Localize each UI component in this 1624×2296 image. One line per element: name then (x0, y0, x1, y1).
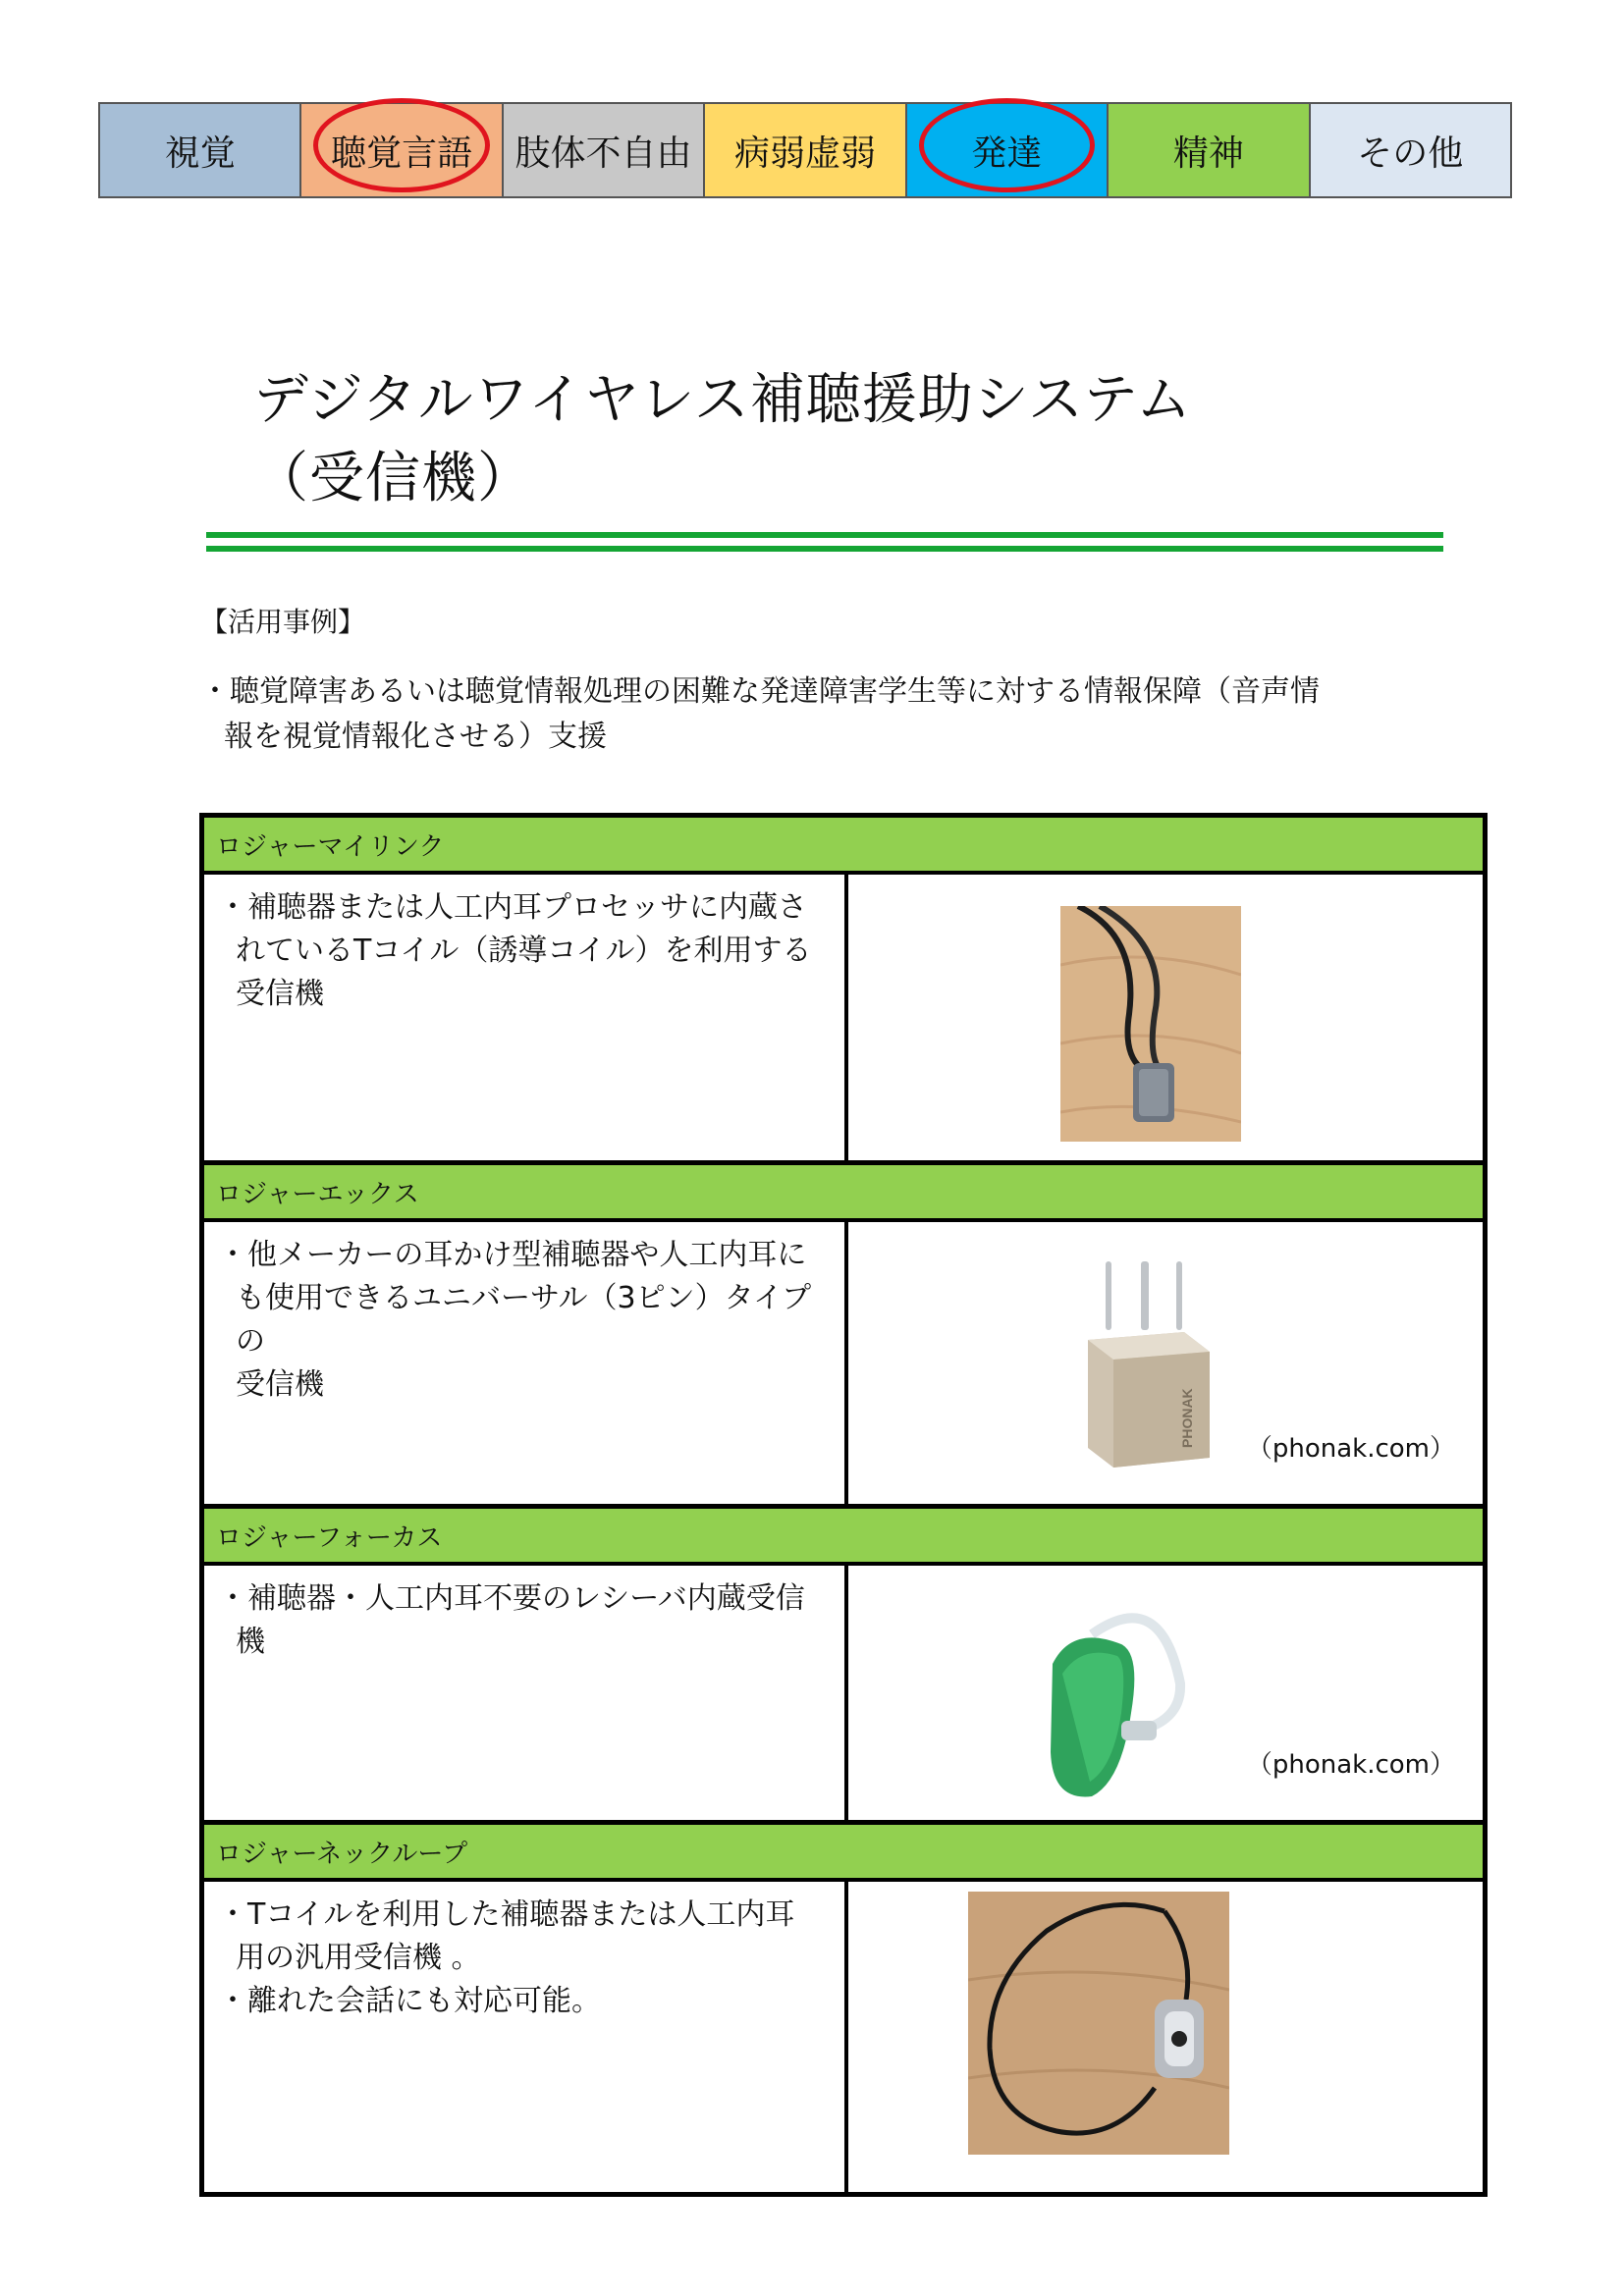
neck-loop-receiver-photo (1060, 906, 1241, 1142)
description-line: れているTコイル（誘導コイル）を利用する (236, 934, 812, 968)
title-line1: デジタルワイヤレス補聴援助システム (253, 368, 1193, 432)
category-label: その他 (1357, 133, 1464, 174)
product-row (204, 1566, 1483, 1825)
image-credit: （phonak.com） (1246, 1750, 1455, 1780)
product-description (204, 1222, 848, 1504)
usage-line1: ・聴覚障害あるいは聴覚情報処理の困難な発達障害学生等に対する情報保障（音声情 (200, 674, 1320, 709)
product-name: ロジャーネックループ (216, 1839, 468, 1869)
product-image-cell (848, 1882, 1483, 2192)
product-image-cell (848, 1222, 1483, 1504)
product-description (204, 1566, 848, 1820)
product-header (204, 1509, 1483, 1566)
product-row (204, 875, 1483, 1165)
category-other[interactable] (1311, 104, 1510, 196)
category-mental[interactable] (1109, 104, 1310, 196)
description-line: 用の汎用受信機 。 (236, 1941, 481, 1975)
category-label: 病弱虚弱 (733, 133, 876, 174)
product-header (204, 818, 1483, 875)
product-header (204, 1825, 1483, 1882)
product-row (204, 1222, 1483, 1509)
description-line: ・補聴器または人工内耳プロセッサに内蔵さ (218, 890, 807, 925)
product-name: ロジャーマイリンク (216, 831, 445, 862)
title-rule-bottom (206, 546, 1443, 552)
description-line: ・離れた会話にも対応可能。 (218, 1984, 601, 2018)
description-line: ・他メーカーの耳かけ型補聴器や人工内耳に (218, 1238, 807, 1272)
behind-ear-receiver-photo (1033, 1595, 1190, 1811)
product-header (204, 1165, 1483, 1222)
brand-lettering: PHONAK (1179, 1388, 1195, 1448)
three-pin-receiver-photo (1066, 1261, 1223, 1477)
category-label: 視覚 (164, 133, 236, 174)
category-illness[interactable] (705, 104, 906, 196)
category-visual[interactable] (100, 104, 301, 196)
product-name: ロジャーフォーカス (216, 1522, 443, 1553)
category-label: 発達 (971, 133, 1043, 174)
category-label: 肢体不自由 (514, 133, 692, 174)
product-row (204, 1882, 1483, 2192)
description-line: ・補聴器・人工内耳不要のレシーバ内蔵受信 (218, 1581, 805, 1616)
product-image-cell (848, 875, 1483, 1160)
description-line: も使用できるユニバーサル（3ピン）タイプの (236, 1281, 812, 1359)
description-line: ・Tコイルを利用した補聴器または人工内耳 (218, 1897, 795, 1932)
neckloop-photo (968, 1892, 1229, 2155)
usage-line2: 報を視覚情報化させる）支援 (224, 720, 607, 754)
page-title (253, 361, 1192, 518)
category-developmental[interactable] (907, 104, 1109, 196)
category-label: 精神 (1172, 133, 1244, 174)
product-description (204, 875, 848, 1160)
category-hearing-language[interactable] (301, 104, 503, 196)
usage-description (200, 669, 1418, 760)
category-bar (98, 102, 1512, 198)
description-line: 受信機 (236, 1367, 324, 1402)
category-label: 聴覚言語 (331, 133, 473, 174)
product-name: ロジャーエックス (216, 1179, 419, 1209)
title-rule-top (206, 532, 1443, 538)
product-description (204, 1882, 848, 2192)
product-image-cell (848, 1566, 1483, 1820)
product-table (199, 813, 1488, 2197)
usage-heading: 【活用事例】 (200, 606, 366, 638)
image-credit: （phonak.com） (1246, 1434, 1455, 1464)
title-line2: （受信機） (253, 447, 533, 510)
description-line: 機 (236, 1625, 265, 1659)
description-line: 受信機 (236, 977, 324, 1011)
category-physical[interactable] (504, 104, 705, 196)
